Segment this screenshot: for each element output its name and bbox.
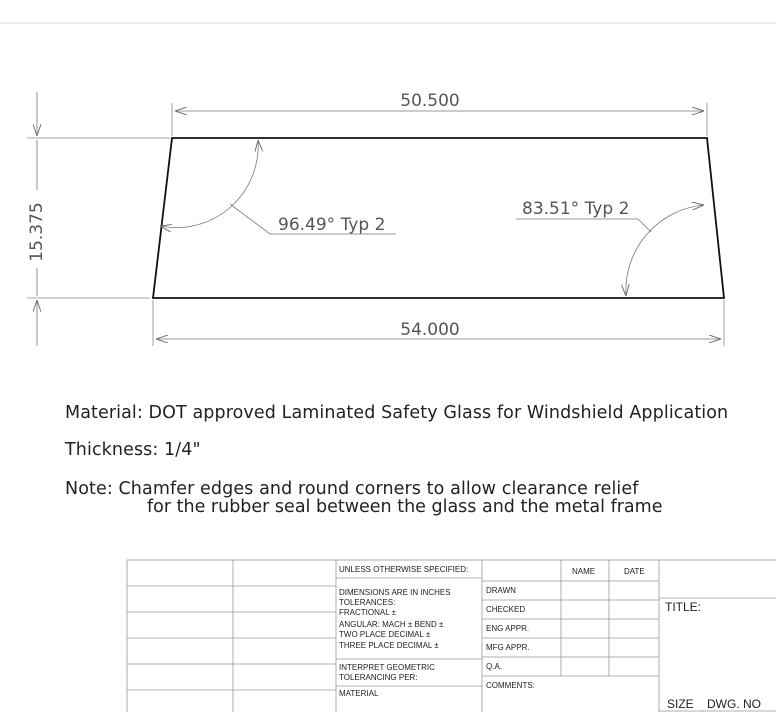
tolerancing-per-label: TOLERANCING PER: bbox=[339, 673, 418, 682]
left-angle-dimension bbox=[160, 140, 396, 235]
size-label: SIZE bbox=[667, 697, 694, 711]
fractional-tolerance-label: FRACTIONAL ± bbox=[339, 608, 396, 617]
bottom-width-label: 54.000 bbox=[400, 320, 460, 340]
tolerances-label: TOLERANCES: bbox=[339, 598, 396, 607]
drawing-number-label: DWG. NO bbox=[707, 697, 761, 711]
two-place-decimal-label: TWO PLACE DECIMAL ± bbox=[339, 630, 431, 639]
checked-label: CHECKED bbox=[486, 605, 526, 614]
top-width-dimension bbox=[172, 91, 707, 136]
title-block-grid bbox=[127, 560, 776, 712]
date-header: DATE bbox=[624, 567, 645, 576]
title-label: TITLE: bbox=[665, 600, 702, 614]
unless-specified-label: UNLESS OTHERWISE SPECIFIED: bbox=[339, 565, 469, 574]
three-place-decimal-label: THREE PLACE DECIMAL ± bbox=[339, 641, 439, 650]
height-dimension bbox=[27, 92, 170, 346]
material-label: MATERIAL bbox=[339, 689, 379, 698]
bottom-width-dimension bbox=[153, 300, 724, 346]
clearance-note-line1: Note: Chamfer edges and round corners to allow clearance relief bbox=[65, 479, 639, 499]
material-note: Material: DOT approved Laminated Safety Glass for Windshield Application bbox=[65, 403, 729, 423]
windshield-outline bbox=[153, 138, 724, 298]
name-header: NAME bbox=[572, 567, 596, 576]
top-width-label: 50.500 bbox=[400, 91, 460, 111]
interpret-geometric-label: INTERPRET GEOMETRIC bbox=[339, 663, 435, 672]
left-angle-label: 96.49° Typ 2 bbox=[278, 215, 386, 235]
angular-tolerance-label: ANGULAR: MACH ± BEND ± bbox=[339, 620, 444, 629]
mfg-approval-label: MFG APPR. bbox=[486, 643, 530, 652]
dimensions-units-label: DIMENSIONS ARE IN INCHES bbox=[339, 588, 451, 597]
right-angle-label: 83.51° Typ 2 bbox=[522, 199, 630, 219]
thickness-note: Thickness: 1/4" bbox=[65, 440, 201, 460]
height-label: 15.375 bbox=[27, 202, 47, 262]
clearance-note-line2: for the rubber seal between the glass and the metal frame bbox=[147, 497, 663, 517]
drawn-label: DRAWN bbox=[486, 586, 516, 595]
qa-label: Q.A. bbox=[486, 662, 503, 671]
right-angle-dimension bbox=[516, 199, 704, 296]
eng-approval-label: ENG APPR. bbox=[486, 624, 530, 633]
comments-label: COMMENTS: bbox=[486, 681, 535, 690]
